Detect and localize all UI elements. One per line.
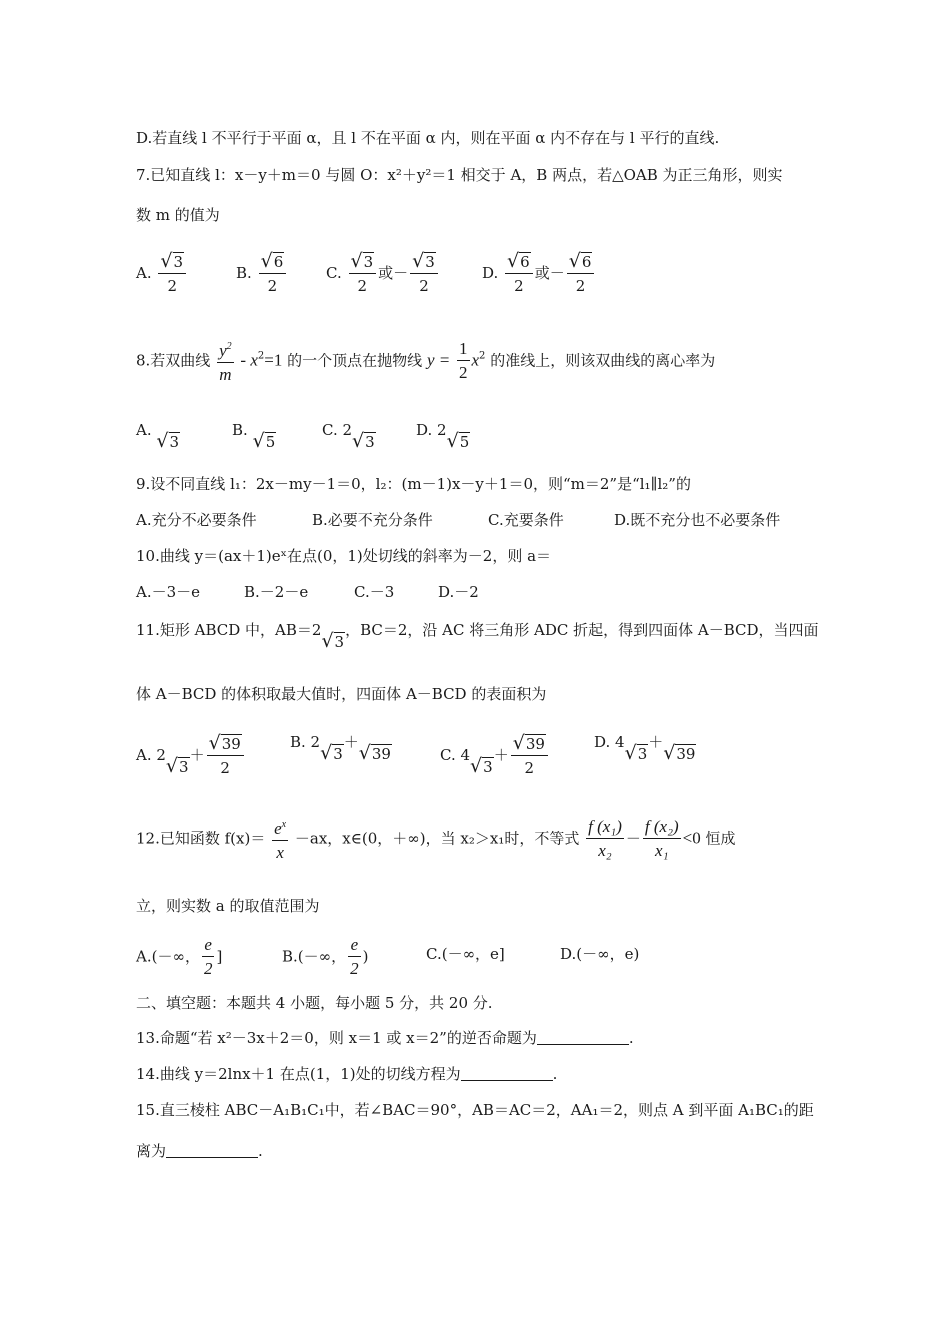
q11-stem-line1: 11.矩形 ABCD 中，AB＝2√3，BC＝2，沿 AC 将三角形 ADC 折起，得到四面体 A－BCD，当四面 — [136, 621, 819, 652]
fraction: $\frac{e}{2}$ — [202, 934, 215, 981]
q10-stem: 10.曲线 y＝(ax＋1)eˣ在点(0，1)处切线的斜率为－2，则 a＝ — [136, 547, 552, 565]
section-title: 二、填空题：本题共 4 小题，每小题 5 分，共 20 分. — [136, 994, 493, 1012]
q9-option-a: A.充分不必要条件 — [136, 511, 257, 529]
q11-stem-line2: 体 A－BCD 的体积取最大值时，四面体 A－BCD 的表面积为 — [136, 685, 547, 703]
q7-stem-line2: 数 m 的值为 — [136, 206, 220, 224]
answer-blank — [461, 1066, 553, 1081]
fraction: $\frac{\text{f (x₂)}}{\text{x₁}}$ — [643, 816, 681, 863]
fraction: $\frac{√3}{2}$ — [158, 250, 186, 298]
q10-option-a: A.－3－e — [136, 583, 201, 601]
q7-option-c: C. $\frac{√3}{2}$ 或－ $\frac{√3}{2}$ — [326, 250, 440, 298]
q8-option-b: B. √5 — [232, 421, 276, 452]
fraction: $\frac{√3}{2}$ — [349, 250, 377, 298]
q9-option-c: C.充要条件 — [488, 511, 564, 529]
q10-option-b: B.－2－e — [244, 583, 309, 601]
q10-option-d: D.－2 — [438, 583, 479, 601]
q9-stem: 9.设不同直线 l₁：2x－my－1＝0，l₂：(m－1)x－y＋1＝0，则“m＝2”是“l₁∥l₂”的 — [136, 475, 691, 493]
q9-option-b: B.必要不充分条件 — [312, 511, 433, 529]
q11-option-c: C. 4√3＋ $\frac{√39}{2}$ — [440, 732, 550, 780]
q11-option-d: D. 4√3＋√39 — [594, 733, 696, 764]
q7-option-d: D. $\frac{√6}{2}$ 或－ $\frac{√6}{2}$ — [482, 250, 596, 298]
q12-stem: 12.已知函数 f(x)＝ $\frac{e^x}{x}$ －ax，x∈(0，＋∞)，当 x₂＞x₁时，不等式 $\frac{\text{f (x₁)}}{\text{x₂}}$ － $\frac{\text{f (x₂)}}{\text{x₁}}$ <0 恒成 — [136, 814, 736, 865]
fraction: $\frac{1}{2}$ — [457, 338, 470, 385]
fraction: $\frac{e}{2}$ — [348, 934, 361, 981]
fraction: $\frac{y^2}{m}$ — [217, 336, 234, 387]
q15-stem-line2: 离为 . — [136, 1142, 263, 1160]
fraction: $\frac{√3}{2}$ — [410, 250, 438, 298]
q12-option-b: B.(－∞， $\frac{e}{2}$ ) — [282, 934, 369, 981]
q11-option-b: B. 2√3＋√39 — [290, 733, 391, 764]
q12-option-d: D.(－∞，e) — [560, 945, 640, 963]
q12-option-a: A.(－∞， $\frac{e}{2}$ ] — [136, 934, 222, 981]
fraction: $\frac{\text{f (x₁)}}{\text{x₂}}$ — [586, 816, 624, 863]
fraction: $\frac{e^x}{x}$ — [272, 814, 288, 865]
q8-stem: 8.若双曲线 $\frac{y^2}{m}$ - $x^2=1$ 的一个顶点在抛物线 y = $\frac{1}{2}$ $x^2$ 的准线上，则该双曲线的离心率为 — [136, 336, 715, 387]
fraction: $\frac{√6}{2}$ — [567, 250, 595, 298]
q6-option-d: D.若直线 l 不平行于平面 α，且 l 不在平面 α 内，则在平面 α 内不存在与 l 平行的直线. — [136, 129, 720, 147]
q12-stem-line2: 立，则实数 a 的取值范围为 — [136, 897, 320, 915]
answer-blank — [166, 1143, 258, 1158]
q15-stem-line1: 15.直三棱柱 ABC－A₁B₁C₁中，若∠BAC＝90°，AB＝AC＝2，AA₁＝2，则点 A 到平面 A₁BC₁的距 — [136, 1101, 814, 1119]
fraction: $\frac{√39}{2}$ — [207, 732, 244, 780]
answer-blank — [537, 1030, 629, 1045]
q7-stem-line1: 7.已知直线 l：x－y＋m＝0 与圆 O：x²＋y²＝1 相交于 A，B 两点，若△OAB 为正三角形，则实 — [136, 166, 783, 184]
q8-option-c: C. 2√3 — [322, 421, 375, 452]
fraction: $\frac{√6}{2}$ — [259, 250, 287, 298]
q7-option-a: A. $\frac{√3}{2}$ — [136, 250, 188, 298]
q10-option-c: C.－3 — [354, 583, 395, 601]
q11-option-a: A. 2√3＋ $\frac{√39}{2}$ — [136, 732, 246, 780]
q8-option-d: D. 2√5 — [416, 421, 470, 452]
q9-option-d: D.既不充分也不必要条件 — [614, 511, 781, 529]
q8-option-a: A. √3 — [136, 421, 180, 452]
q7-option-b: B. $\frac{√6}{2}$ — [236, 250, 288, 298]
q12-option-c: C.(－∞，e] — [426, 945, 505, 963]
q13: 13.命题“若 x²－3x＋2＝0，则 x＝1 或 x＝2”的逆否命题为 . — [136, 1029, 634, 1047]
fraction: $\frac{√39}{2}$ — [511, 732, 548, 780]
q14: 14.曲线 y＝2lnx＋1 在点(1，1)处的切线方程为 . — [136, 1065, 558, 1083]
fraction: $\frac{√6}{2}$ — [505, 250, 533, 298]
